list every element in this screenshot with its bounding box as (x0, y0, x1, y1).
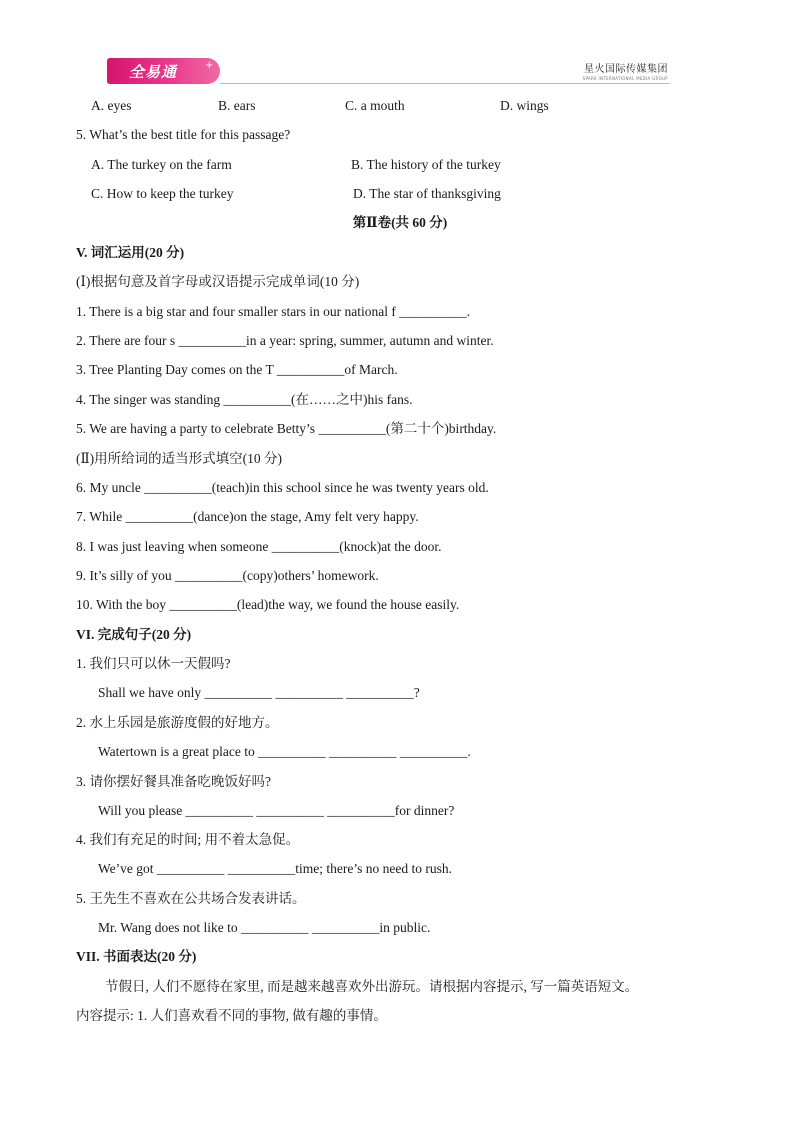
sentence-en: Watertown is a great place to __________ __________ __________. (98, 744, 471, 759)
writing-hint: 内容提示: 1. 人们喜欢看不同的事物, 做有趣的事情。 (76, 1008, 387, 1023)
sentence-cn: 2. 水上乐园是旅游度假的好地方。 (76, 715, 279, 730)
sentence-en: Will you please __________ __________ __________for dinner? (98, 803, 455, 818)
header-divider (220, 83, 670, 84)
fill-form-item: 8. I was just leaving when someone __________(knock)at the door. (76, 539, 442, 554)
publisher-brand (583, 60, 668, 81)
sentence-cn: 4. 我们有充足的时间; 用不着太急促。 (76, 832, 300, 847)
q5-stem: 5. What’s the best title for this passage? (76, 127, 291, 142)
section6-title: VI. 完成句子(20 分) (76, 627, 192, 642)
publisher-name: 星火国际传媒集团 (584, 64, 668, 75)
q4-option-d: D. wings (500, 98, 549, 113)
sentence-cn: 3. 请你摆好餐具准备吃晚饭好吗? (76, 774, 271, 789)
q4-option-a: A. eyes (91, 98, 132, 113)
publisher-name-en: SPARK INTERNATIONAL MEDIA GROUP (582, 76, 668, 81)
q5-option-d: D. The star of thanksgiving (353, 186, 501, 201)
fill-form-item: 6. My uncle __________(teach)in this school since he was twenty years old. (76, 480, 489, 495)
section5-sub1: (Ⅰ)根据句意及首字母或汉语提示完成单词(10 分) (76, 274, 360, 289)
quanyitong-logo (107, 58, 220, 84)
vocab-item: 2. There are four s __________in a year: spring, summer, autumn and winter. (76, 333, 494, 348)
section5-title: V. 词汇运用(20 分) (76, 245, 185, 260)
section5-sub2: (Ⅱ)用所给词的适当形式填空(10 分) (76, 451, 283, 466)
page-header (107, 56, 670, 86)
fill-form-item: 7. While __________(dance)on the stage, Amy felt very happy. (76, 509, 419, 524)
q5-option-a: A. The turkey on the farm (91, 157, 232, 172)
sentence-en: Shall we have only __________ __________ __________? (98, 685, 420, 700)
sparkle-icon: + (205, 60, 214, 71)
sentence-en: We’ve got __________ __________time; there’s no need to rush. (98, 861, 452, 876)
section7-title: VII. 书面表达(20 分) (76, 949, 197, 964)
vocab-item: 1. There is a big star and four smaller stars in our national f __________. (76, 304, 471, 319)
fill-form-item: 9. It’s silly of you __________(copy)others’ homework. (76, 568, 379, 583)
q5-option-c: C. How to keep the turkey (91, 186, 234, 201)
q5-option-b: B. The history of the turkey (351, 157, 501, 172)
vocab-item: 4. The singer was standing __________(在……之中)his fans. (76, 392, 413, 407)
logo-text: 全易通 (129, 63, 178, 81)
fill-form-item: 10. With the boy __________(lead)the way, we found the house easily. (76, 597, 460, 612)
q4-option-c: C. a mouth (345, 98, 405, 113)
sentence-cn: 1. 我们只可以休一天假吗? (76, 656, 231, 671)
sentence-en: Mr. Wang does not like to __________ __________in public. (98, 920, 431, 935)
q4-option-b: B. ears (218, 98, 256, 113)
sentence-cn: 5. 王先生不喜欢在公共场合发表讲话。 (76, 891, 306, 906)
part2-title: 第Ⅱ卷(共 60 分) (352, 215, 448, 230)
writing-intro: 节假日, 人们不愿待在家里, 而是越来越喜欢外出游玩。请根据内容提示, 写一篇英语短文。 (105, 979, 639, 994)
vocab-item: 5. We are having a party to celebrate Betty’s __________(第二十个)birthday. (76, 421, 497, 436)
vocab-item: 3. Tree Planting Day comes on the T __________of March. (76, 362, 398, 377)
